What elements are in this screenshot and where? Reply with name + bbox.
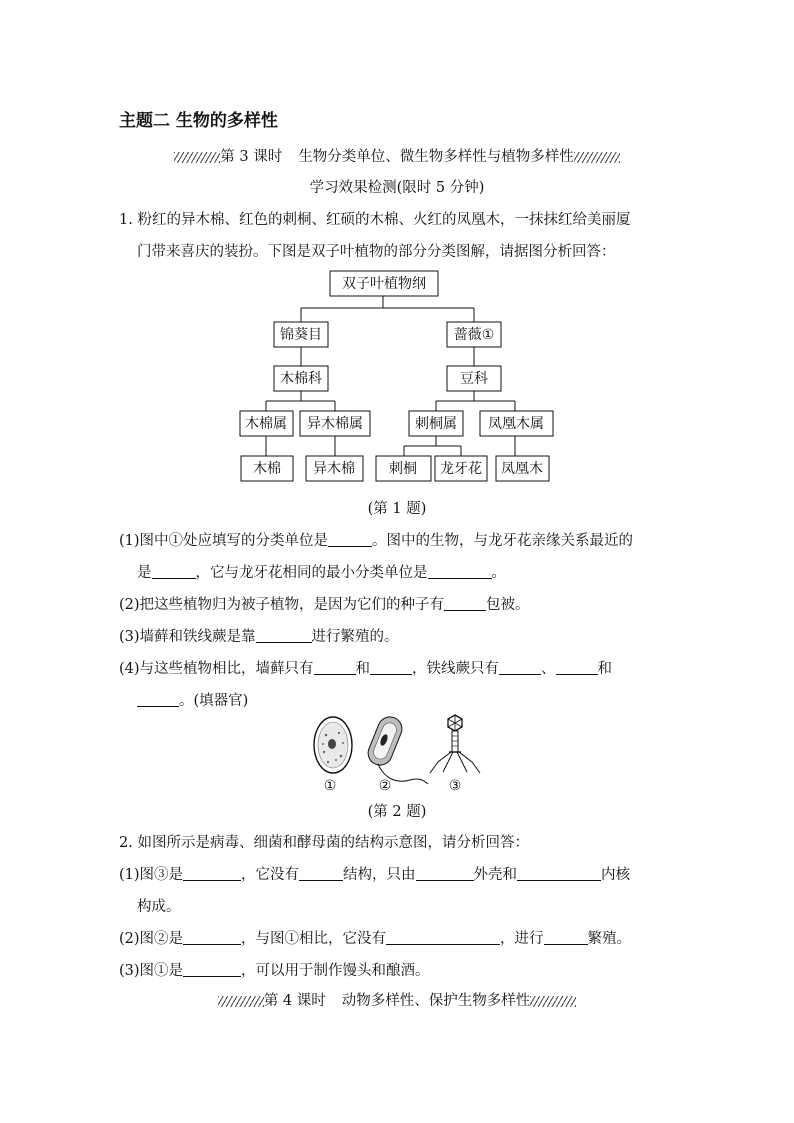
hatch-decoration [574,152,620,163]
section-subtitle: 学习效果检测(限时 5 分钟) [309,180,485,196]
answer-blank[interactable] [517,866,601,881]
hatch-decoration [218,996,264,1007]
tree-order-left: 锦葵目 [280,327,322,343]
tree-genus: 异木棉属 [307,416,363,432]
text: ，与图①相比，它没有 [241,931,387,947]
tree-species: 异木棉 [313,461,355,477]
tree-genus: 木棉属 [245,416,287,432]
text: (2)把这些植物归为被子植物，是因为它们的种子有 [119,597,445,613]
answer-blank[interactable] [370,660,412,675]
text: 、 [541,661,556,677]
bacterium-drawing [365,713,428,784]
lesson-4-header [0,989,794,1010]
hatch-decoration [174,152,220,163]
lesson-4-topic: 动物多样性、保护生物多样性 [341,993,531,1009]
lesson-3-header [0,145,794,166]
tree-genus: 刺桐属 [415,416,457,432]
answer-blank[interactable] [386,930,500,945]
text: 和 [355,661,371,677]
figure-2-caption: (第 2 题) [367,804,427,820]
hatch-decoration [530,996,576,1007]
figure-1-caption: (第 1 题) [367,501,427,517]
tree-family-left: 木棉科 [280,371,322,387]
text: ，可以用于制作馒头和酿酒。 [241,963,430,979]
q1-intro-line1: 1. 粉红的异木棉、红色的刺桐、红硕的木棉、火红的凤凰木，一抹抹红给美丽厦 [119,212,631,228]
text: 进行繁殖的。 [311,629,399,645]
q1-part4-line2 [137,689,248,710]
tree-order-right: 蔷薇① [453,327,495,343]
figure-2-label: ③ [448,778,462,794]
answer-blank[interactable] [444,596,486,611]
text: ，它与龙牙花相同的最小分类单位是 [195,565,428,581]
answer-blank[interactable] [137,692,179,707]
text: 外壳和 [473,867,518,883]
tree-family-right: 豆科 [460,371,488,387]
text: (3)墙藓和铁线蕨是靠 [119,629,256,645]
answer-blank[interactable] [152,564,196,579]
q2-part2 [119,927,631,948]
tree-species: 龙牙花 [440,461,482,477]
virus-drawing [430,715,480,773]
answer-blank[interactable] [299,866,343,881]
text: 。 [491,565,506,581]
answer-blank[interactable] [416,866,474,881]
q1-intro-line2: 门带来喜庆的装扮。下图是双子叶植物的部分分类图解，请据图分析回答： [137,244,616,260]
q2-part3 [119,959,430,980]
q1-part4-line1 [119,657,612,678]
q1-part1-line1 [119,529,633,550]
answer-blank[interactable] [499,660,541,675]
text: 。(填器官) [179,693,249,709]
q2-intro: 2. 如图所示是病毒、细菌和酵母菌的结构示意图，请分析回答： [119,835,529,851]
classification-tree [230,266,570,488]
text: ，它没有 [241,867,300,883]
answer-blank[interactable] [314,660,356,675]
figure-2-label: ① [323,778,337,794]
tree-species: 木棉 [253,461,281,477]
answer-blank[interactable] [183,930,241,945]
answer-blank[interactable] [183,962,241,977]
text: (3)图①是 [119,963,184,979]
tree-species: 凤凰木 [501,461,543,477]
answer-blank[interactable] [544,930,588,945]
q1-part3 [119,625,399,646]
text: ，进行 [500,931,544,947]
text: 。图中的生物，与龙牙花亲缘关系最近的 [372,533,634,549]
q1-part1-line2 [137,561,506,582]
tree-root: 双子叶植物纲 [342,276,426,292]
answer-blank[interactable] [256,628,312,643]
text: 结构，只由 [343,867,416,883]
text: ，铁线蕨只有 [412,661,500,677]
tree-genus: 凤凰木属 [488,416,544,432]
figure-2-label: ② [378,778,392,794]
yeast-cell-drawing [314,717,352,773]
q2-part1-line1 [119,863,630,884]
text: (4)与这些植物相比，墙藓只有 [119,661,314,677]
answer-blank[interactable] [556,660,598,675]
q1-part2 [119,593,530,614]
answer-blank[interactable] [183,866,241,881]
text: (1)图中①处应填写的分类单位是 [119,533,329,549]
text: 和 [597,661,613,677]
text: 是 [137,565,152,581]
lesson-4-label: 第 4 课时 [263,993,326,1009]
text: (1)图③是 [119,867,184,883]
tree-species: 刺桐 [389,461,417,477]
q2-part1-line2: 构成。 [137,899,181,915]
microbe-figure [300,708,500,796]
text: (2)图②是 [119,931,184,947]
lesson-3-label: 第 3 课时 [220,149,283,165]
text: 包被。 [486,597,530,613]
page-title: 主题二 生物的多样性 [119,111,278,131]
text: 繁殖。 [587,931,632,947]
lesson-3-topic: 生物分类单位、微生物多样性与植物多样性 [298,149,574,165]
answer-blank[interactable] [428,564,492,579]
answer-blank[interactable] [328,532,372,547]
text: 内核 [601,867,631,883]
